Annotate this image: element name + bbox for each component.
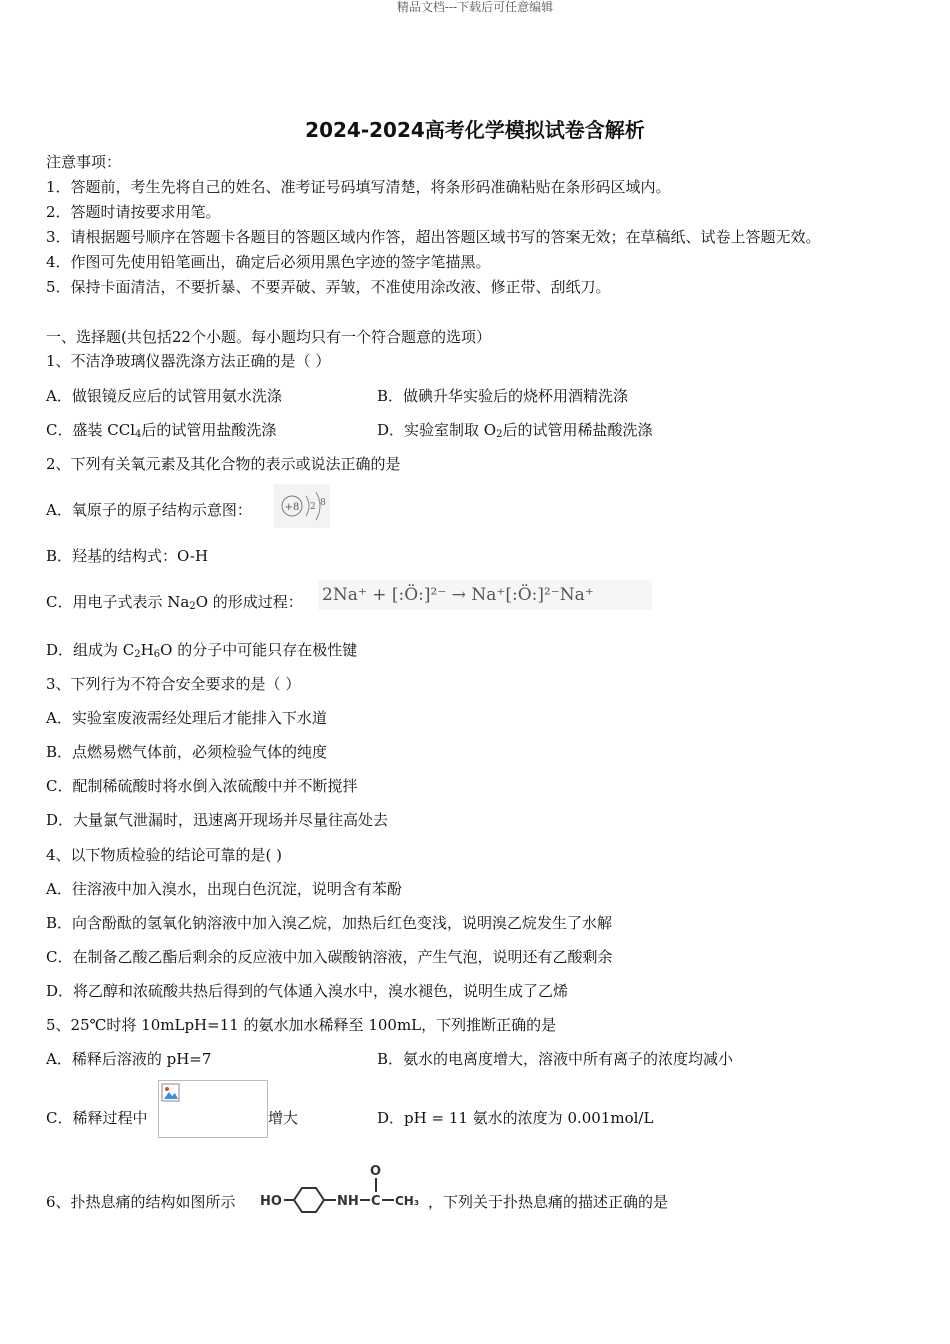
q1-option-d: D．实验室制取 $O_2$后的试管用稀盐酸洗涤	[377, 421, 653, 440]
q5-option-b: B．氨水的电离度增大，溶液中所有离子的浓度均减小	[377, 1050, 734, 1068]
notice-item: 4．作图可先使用铅笔画出，确定后必须用黑色字迹的签字笔描黑。	[46, 253, 491, 271]
question-3-stem: 3、下列行为不符合安全要求的是（ ）	[46, 675, 301, 693]
q4-option-c: C．在制备乙酸乙酯后剩余的反应液中加入碳酸钠溶液，产生气泡，说明还有乙酸剩余	[46, 948, 613, 966]
ho-label: HO	[260, 1194, 282, 1209]
section-heading: 一、选择题(共包括22个小题。每小题均只有一个符合题意的选项）	[46, 328, 491, 346]
notice-item: 3．请根据题号顺序在答题卡各题目的答题区域内作答，超出答题区域书写的答案无效；在草稿纸、试卷上答题无效。	[46, 228, 821, 246]
q2-option-b: B．羟基的结构式：O-H	[46, 547, 209, 565]
oxygen-label: O	[370, 1164, 382, 1179]
q5-option-c-prefix: C．稀释过程中	[46, 1109, 148, 1127]
question-6-stem-prefix: 6、扑热息痛的结构如图所示	[46, 1193, 236, 1211]
question-1-stem: 1、不洁净玻璃仪器洗涤方法正确的是（ ）	[46, 352, 331, 370]
q3-option-c: C．配制稀硫酸时将水倒入浓硫酸中并不断搅拌	[46, 777, 358, 795]
nucleus-label: +8	[284, 502, 300, 513]
na2o-formation-equation: 2Na⁺ + [:Ö:]²⁻ → Na⁺[:Ö:]²⁻Na⁺	[318, 580, 652, 610]
broken-image-placeholder	[158, 1080, 268, 1138]
q4-option-b: B．向含酚酞的氢氧化钠溶液中加入溴乙烷，加热后红色变浅，说明溴乙烷发生了水解	[46, 914, 613, 932]
nh-label: NH	[337, 1194, 359, 1209]
question-4-stem: 4、以下物质检验的结论可靠的是( )	[46, 846, 283, 864]
q3-option-d: D．大量氯气泄漏时，迅速离开现场并尽量往高处去	[46, 811, 389, 829]
notice-item: 2．答题时请按要求用笔。	[46, 203, 221, 221]
carbon-label: C	[371, 1194, 381, 1209]
notice-item: 1．答题前，考生先将自己的姓名、准考证号码填写清楚，将条形码准确粘贴在条形码区域内。	[46, 178, 671, 196]
page-header: 精品文档---下载后可任意编辑	[396, 0, 554, 14]
q3-option-b: B．点燃易燃气体前，必须检验气体的纯度	[46, 743, 328, 761]
q2-option-a: A．氧原子的原子结构示意图：	[46, 501, 252, 519]
paracetamol-structure	[258, 1162, 426, 1216]
page-title: 2024-2024高考化学模拟试卷含解析	[305, 118, 645, 142]
q1-option-c: C．盛装 CCl$_4$后的试管用盐酸洗涤	[46, 421, 277, 440]
q1-option-a: A．做银镜反应后的试管用氨水洗涤	[46, 387, 282, 405]
notice-item: 5．保持卡面清洁，不要折暴、不要弄破、弄皱，不准使用涂改液、修正带、刮纸刀。	[46, 278, 611, 296]
question-2-stem: 2、下列有关氧元素及其化合物的表示或说法正确的是	[46, 455, 401, 473]
question-6-stem-suffix: ，下列关于扑热息痛的描述正确的是	[428, 1193, 669, 1211]
q4-option-d: D．将乙醇和浓硫酸共热后得到的气体通入溴水中，溴水褪色，说明生成了乙烯	[46, 982, 569, 1000]
broken-image-icon	[161, 1083, 181, 1103]
q1-option-b: B．做碘升华实验后的烧杯用酒精洗涤	[377, 387, 629, 405]
q2-option-c: C．用电子式表示 $Na_2O$ 的形成过程：	[46, 593, 303, 612]
q5-option-a: A．稀释后溶液的 pH=7	[46, 1050, 212, 1068]
atom-structure-diagram	[274, 484, 330, 528]
notice-heading: 注意事项：	[46, 153, 122, 171]
ch3-label: CH₃	[395, 1194, 420, 1208]
shell-2-label: 8	[320, 498, 326, 508]
q3-option-a: A．实验室废液需经处理后才能排入下水道	[46, 709, 327, 727]
q5-option-c-suffix: 增大	[268, 1109, 299, 1127]
q2-option-d: D．组成为 $C_2H_6O$ 的分子中可能只存在极性键	[46, 641, 358, 660]
q4-option-a: A．往溶液中加入溴水，出现白色沉淀，说明含有苯酚	[46, 880, 402, 898]
q5-option-d: D．pH = 11 氨水的浓度为 0.001mol/L	[377, 1109, 654, 1127]
shell-1-label: 2	[310, 502, 316, 512]
question-5-stem: 5、25℃时将 10mLpH=11 的氨水加水稀释至 100mL，下列推断正确的是	[46, 1016, 557, 1034]
